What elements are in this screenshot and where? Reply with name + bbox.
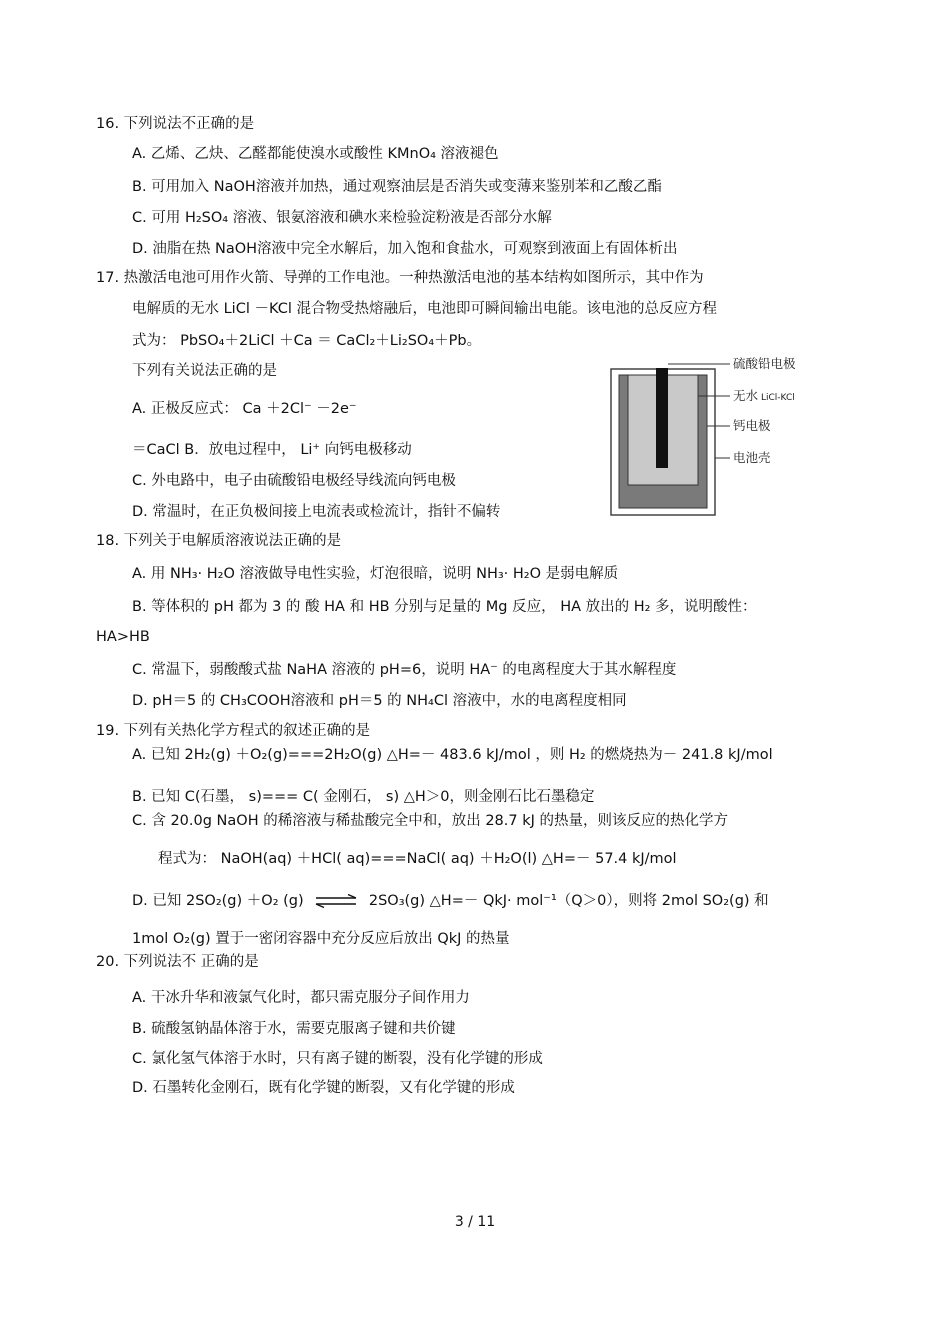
q18-option-b-line1: B. 等体积的 pH 都为 3 的 酸 HA 和 HB 分别与足量的 Mg 反应， HA 放出的 H₂ 多，说明酸性： (132, 599, 757, 615)
q17-option-b: ＝CaCl B．放电过程中， Li⁺ 向钙电极移动 (132, 442, 412, 458)
q19-option-d-line2: 1mol O₂(g) 置于一密闭容器中充分反应后放出 QkJ 的热量 (132, 931, 510, 947)
q17-option-c: C. 外电路中，电子由硫酸铅电极经导线流向钙电极 (132, 473, 456, 489)
q16-option-a: A. 乙烯、乙炔、乙醛都能使溴水或酸性 KMnO₄ 溶液褪色 (132, 146, 499, 162)
label-calcium-electrode: 钙电极 (733, 418, 771, 433)
label-licl-kcl: LiCl-KCl (761, 393, 795, 403)
q20-option-a: A. 干冰升华和液氯气化时，都只需克服分子间作用力 (132, 990, 470, 1006)
q20-option-d: D. 石墨转化金刚石，既有化学键的断裂，又有化学键的形成 (132, 1080, 515, 1096)
q18-option-c: C. 常温下，弱酸酸式盐 NaHA 溶液的 pH=6，说明 HA⁻ 的电离程度大于其水解程度 (132, 662, 677, 678)
q20-stem: 20. 下列说法不 正确的是 (96, 954, 259, 970)
q17-stem-line1: 17. 热激活电池可用作火箭、导弹的工作电池。一种热激活电池的基本结构如图所示，其中作为 (96, 270, 704, 286)
label-anhydrous: 无水 (733, 388, 759, 403)
q19-option-b: B. 已知 C(石墨， s)=== C( 金刚石， s) △H＞0，则金刚石比石墨稳定 (132, 789, 595, 805)
q19-option-c-line1: C. 含 20.0g NaOH 的稀溶液与稀盐酸完全中和，放出 28.7 kJ 的热量，则该反应的热化学方 (132, 813, 728, 829)
lead-sulfate-electrode (656, 368, 668, 468)
q16-option-d: D. 油脂在热 NaOH溶液中完全水解后，加入饱和食盐水，可观察到液面上有固体析出 (132, 241, 678, 257)
q16-stem: 16. 下列说法不正确的是 (96, 116, 255, 132)
label-lead-sulfate-electrode: 硫酸铅电极 (733, 356, 796, 371)
equilibrium-arrow-icon (314, 894, 358, 908)
q18-option-a: A. 用 NH₃· H₂O 溶液做导电性实验，灯泡很暗，说明 NH₃· H₂O 是弱电解质 (132, 566, 619, 582)
q19-stem: 19. 下列有关热化学方程式的叙述正确的是 (96, 723, 371, 739)
q17-option-d: D. 常温时，在正负极间接上电流表或检流计，指针不偏转 (132, 504, 501, 520)
battery-diagram (608, 354, 828, 518)
label-battery-shell: 电池壳 (733, 450, 771, 465)
q17-stem-line4: 下列有关说法正确的是 (132, 363, 277, 379)
q19-option-d-right: 2SO₃(g) △H=－ QkJ· mol⁻¹（Q＞0），则将 2mol SO₂(g) 和 (368, 893, 769, 909)
q17-option-a: A. 正极反应式： Ca ＋2Cl⁻ －2e⁻ (132, 401, 357, 417)
q18-stem: 18. 下列关于电解质溶液说法正确的是 (96, 533, 342, 549)
q19-option-a: A. 已知 2H₂(g) ＋O₂(g)===2H₂O(g) △H=－ 483.6 kJ/mol ，则 H₂ 的燃烧热为－ 241.8 kJ/mol (132, 747, 773, 763)
q20-option-c: C. 氯化氢气体溶于水时，只有离子键的断裂，没有化学键的形成 (132, 1051, 543, 1067)
q19-option-c-line2: 程式为： NaOH(aq) ＋HCl( aq)===NaCl( aq) ＋H₂O(l) △H=－ 57.4 kJ/mol (158, 851, 677, 867)
q17-stem-line2: 电解质的无水 LiCl －KCl 混合物受热熔融后，电池即可瞬间输出电能。该电池的总反应方程 (132, 301, 717, 317)
q17-stem-line3: 式为： PbSO₄＋2LiCl ＋Ca ＝ CaCl₂＋Li₂SO₄＋Pb。 (132, 333, 482, 349)
q20-option-b: B. 硫酸氢钠晶体溶于水，需要克服离子键和共价键 (132, 1021, 456, 1037)
q19-option-d-line1 (132, 891, 769, 911)
page-number: 3 / 11 (454, 1214, 496, 1230)
q18-option-d: D. pH＝5 的 CH₃COOH溶液和 pH＝5 的 NH₄Cl 溶液中，水的电离程度相同 (132, 693, 627, 709)
q16-option-b: B. 可用加入 NaOH溶液并加热，通过观察油层是否消失或变薄来鉴别苯和乙酸乙酯 (132, 179, 662, 195)
q16-option-c: C. 可用 H₂SO₄ 溶液、银氨溶液和碘水来检验淀粉液是否部分水解 (132, 210, 552, 226)
q19-option-d-left: D. 已知 2SO₂(g) ＋O₂ (g) (132, 893, 304, 909)
q18-option-b-line2: HA>HB (96, 629, 150, 645)
